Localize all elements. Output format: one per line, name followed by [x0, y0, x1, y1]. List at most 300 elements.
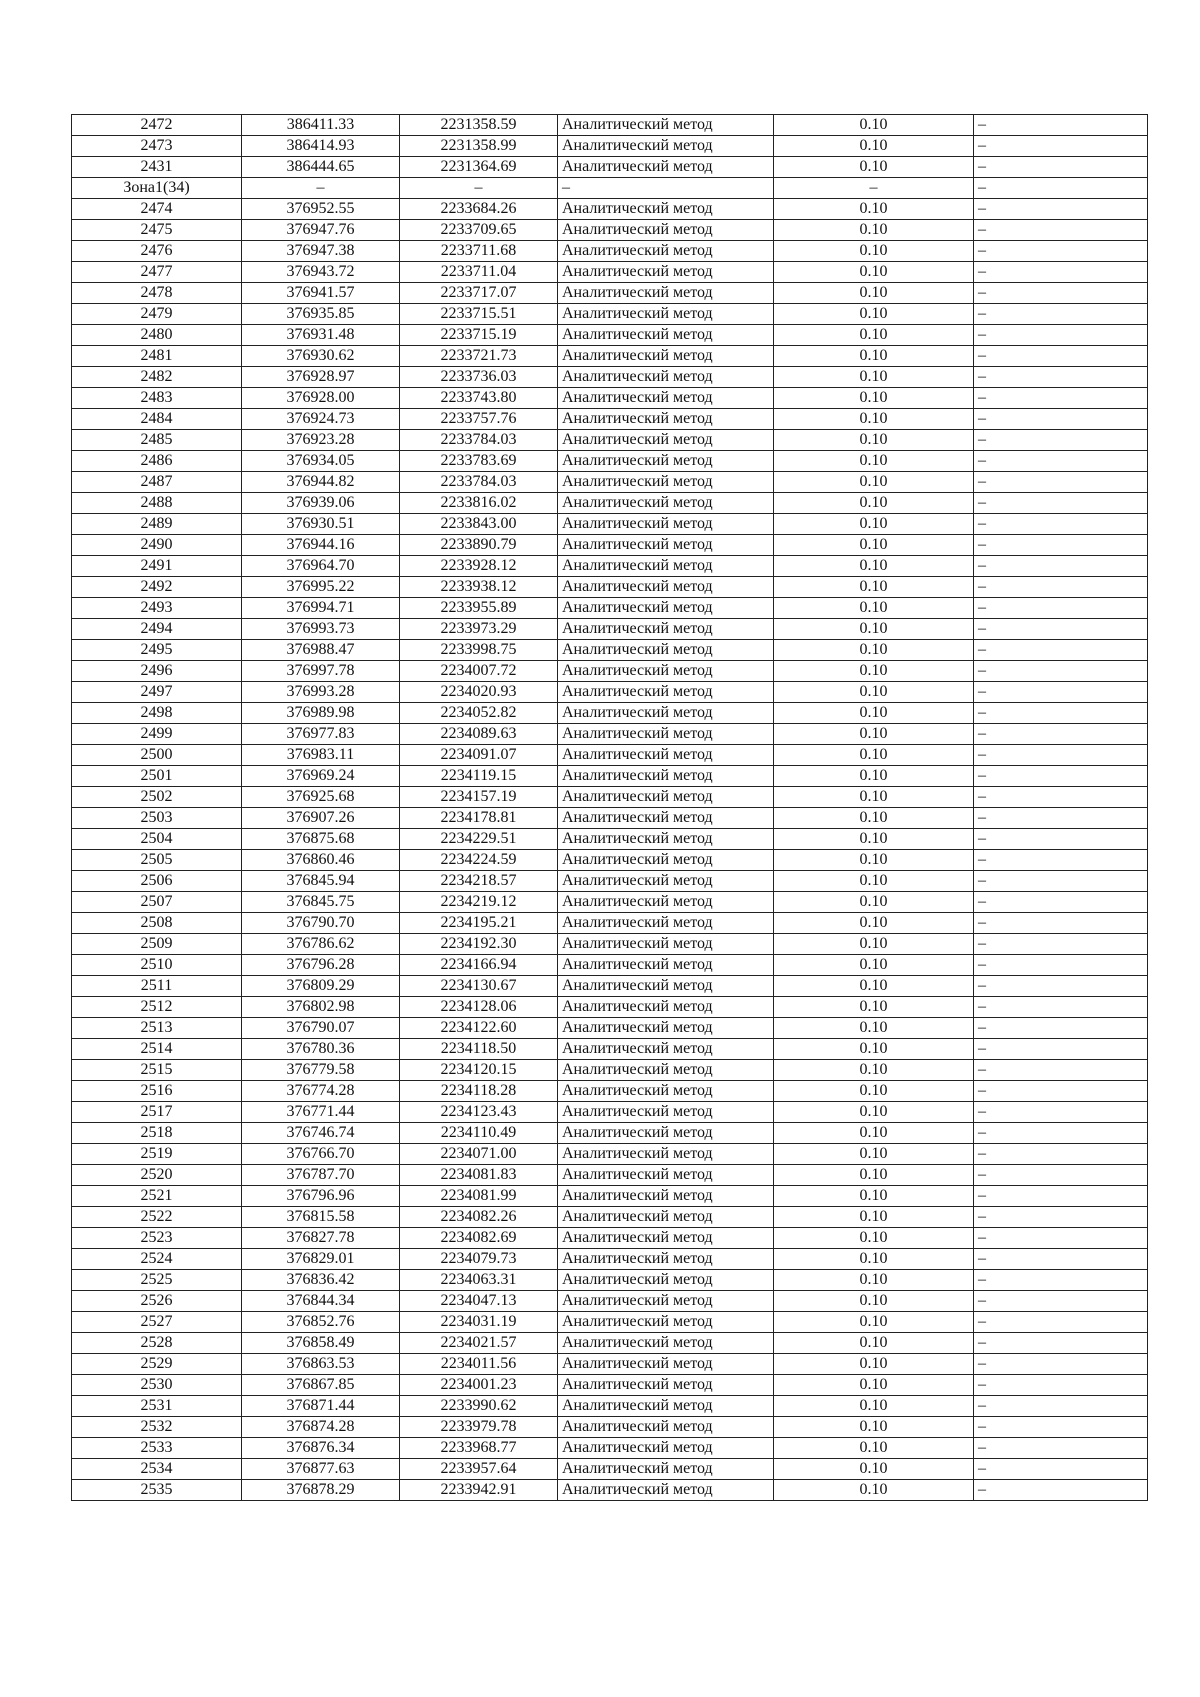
table-row [72, 976, 1148, 997]
point-number-cell: Зона1(34) [72, 178, 242, 199]
y-coordinate-cell: 2234123.43 [400, 1102, 558, 1123]
description-cell: – [974, 388, 1148, 409]
description-cell: – [974, 1102, 1148, 1123]
accuracy-cell: 0.10 [774, 1018, 974, 1039]
y-coordinate-cell: 2234081.83 [400, 1165, 558, 1186]
x-coordinate-cell: 376994.71 [242, 598, 400, 619]
point-number-cell: 2521 [72, 1186, 242, 1207]
accuracy-cell: 0.10 [774, 283, 974, 304]
method-cell: Аналитический метод [558, 115, 774, 136]
method-cell: Аналитический метод [558, 1333, 774, 1354]
accuracy-cell: 0.10 [774, 1480, 974, 1501]
accuracy-cell: 0.10 [774, 745, 974, 766]
y-coordinate-cell: 2234091.07 [400, 745, 558, 766]
table-row [72, 1123, 1148, 1144]
y-coordinate-cell: 2233715.19 [400, 325, 558, 346]
accuracy-cell: 0.10 [774, 1459, 974, 1480]
description-cell: – [974, 241, 1148, 262]
method-cell: Аналитический метод [558, 808, 774, 829]
accuracy-cell: 0.10 [774, 598, 974, 619]
table-row [72, 1333, 1148, 1354]
accuracy-cell: 0.10 [774, 871, 974, 892]
method-cell: Аналитический метод [558, 535, 774, 556]
method-cell: Аналитический метод [558, 724, 774, 745]
description-cell: – [974, 598, 1148, 619]
accuracy-cell: 0.10 [774, 472, 974, 493]
point-number-cell: 2484 [72, 409, 242, 430]
accuracy-cell: 0.10 [774, 409, 974, 430]
y-coordinate-cell: 2234118.28 [400, 1081, 558, 1102]
method-cell: Аналитический метод [558, 955, 774, 976]
method-cell: Аналитический метод [558, 640, 774, 661]
y-coordinate-cell: 2233955.89 [400, 598, 558, 619]
y-coordinate-cell: 2233998.75 [400, 640, 558, 661]
point-number-cell: 2494 [72, 619, 242, 640]
accuracy-cell: 0.10 [774, 1249, 974, 1270]
x-coordinate-cell: 376995.22 [242, 577, 400, 598]
description-cell: – [974, 829, 1148, 850]
method-cell: Аналитический метод [558, 199, 774, 220]
description-cell: – [974, 1396, 1148, 1417]
accuracy-cell: 0.10 [774, 1060, 974, 1081]
description-cell: – [974, 997, 1148, 1018]
accuracy-cell: 0.10 [774, 766, 974, 787]
x-coordinate-cell: 376944.16 [242, 535, 400, 556]
accuracy-cell: 0.10 [774, 451, 974, 472]
method-cell: Аналитический метод [558, 1186, 774, 1207]
x-coordinate-cell: 376947.76 [242, 220, 400, 241]
point-number-cell: 2523 [72, 1228, 242, 1249]
y-coordinate-cell: 2234178.81 [400, 808, 558, 829]
point-number-cell: 2480 [72, 325, 242, 346]
x-coordinate-cell: 376993.28 [242, 682, 400, 703]
table-row [72, 367, 1148, 388]
x-coordinate-cell: 376931.48 [242, 325, 400, 346]
method-cell: Аналитический метод [558, 997, 774, 1018]
method-cell: Аналитический метод [558, 1438, 774, 1459]
x-coordinate-cell: 376875.68 [242, 829, 400, 850]
accuracy-cell: 0.10 [774, 787, 974, 808]
method-cell: Аналитический метод [558, 157, 774, 178]
description-cell: – [974, 514, 1148, 535]
x-coordinate-cell: 376876.34 [242, 1438, 400, 1459]
description-cell: – [974, 766, 1148, 787]
method-cell: Аналитический метод [558, 598, 774, 619]
accuracy-cell: 0.10 [774, 892, 974, 913]
point-number-cell: 2527 [72, 1312, 242, 1333]
y-coordinate-cell: 2234052.82 [400, 703, 558, 724]
table-row [72, 430, 1148, 451]
point-number-cell: 2495 [72, 640, 242, 661]
x-coordinate-cell: 376988.47 [242, 640, 400, 661]
point-number-cell: 2529 [72, 1354, 242, 1375]
table-row [72, 1081, 1148, 1102]
accuracy-cell: 0.10 [774, 430, 974, 451]
accuracy-cell: 0.10 [774, 829, 974, 850]
point-number-cell: 2534 [72, 1459, 242, 1480]
point-number-cell: 2525 [72, 1270, 242, 1291]
x-coordinate-cell: 376907.26 [242, 808, 400, 829]
table-row [72, 619, 1148, 640]
description-cell: – [974, 1291, 1148, 1312]
accuracy-cell: 0.10 [774, 640, 974, 661]
x-coordinate-cell: 376867.85 [242, 1375, 400, 1396]
x-coordinate-cell: 376947.38 [242, 241, 400, 262]
point-number-cell: 2486 [72, 451, 242, 472]
method-cell: Аналитический метод [558, 325, 774, 346]
x-coordinate-cell: 376928.00 [242, 388, 400, 409]
table-row [72, 787, 1148, 808]
point-number-cell: 2481 [72, 346, 242, 367]
table-row [72, 955, 1148, 976]
y-coordinate-cell: 2234079.73 [400, 1249, 558, 1270]
description-cell: – [974, 1480, 1148, 1501]
x-coordinate-cell: 386444.65 [242, 157, 400, 178]
table-row [72, 1207, 1148, 1228]
point-number-cell: 2475 [72, 220, 242, 241]
description-cell: – [974, 1417, 1148, 1438]
table-row [72, 934, 1148, 955]
description-cell: – [974, 892, 1148, 913]
table-row [72, 556, 1148, 577]
point-number-cell: 2473 [72, 136, 242, 157]
accuracy-cell: 0.10 [774, 955, 974, 976]
y-coordinate-cell: 2234020.93 [400, 682, 558, 703]
table-row [72, 1060, 1148, 1081]
table-row [72, 703, 1148, 724]
table-row [72, 892, 1148, 913]
x-coordinate-cell: 376780.36 [242, 1039, 400, 1060]
accuracy-cell: 0.10 [774, 1144, 974, 1165]
accuracy-cell: – [774, 178, 974, 199]
method-cell: Аналитический метод [558, 745, 774, 766]
table-row [72, 1438, 1148, 1459]
accuracy-cell: 0.10 [774, 724, 974, 745]
table-row [72, 1144, 1148, 1165]
accuracy-cell: 0.10 [774, 703, 974, 724]
y-coordinate-cell: 2233990.62 [400, 1396, 558, 1417]
x-coordinate-cell: 376852.76 [242, 1312, 400, 1333]
table-row [72, 178, 1148, 199]
method-cell: Аналитический метод [558, 934, 774, 955]
point-number-cell: 2496 [72, 661, 242, 682]
accuracy-cell: 0.10 [774, 346, 974, 367]
accuracy-cell: 0.10 [774, 661, 974, 682]
point-number-cell: 2498 [72, 703, 242, 724]
description-cell: – [974, 976, 1148, 997]
table-row [72, 325, 1148, 346]
x-coordinate-cell: 376944.82 [242, 472, 400, 493]
y-coordinate-cell: 2234128.06 [400, 997, 558, 1018]
method-cell: – [558, 178, 774, 199]
x-coordinate-cell: 376786.62 [242, 934, 400, 955]
table-row [72, 157, 1148, 178]
table-row [72, 661, 1148, 682]
point-number-cell: 2526 [72, 1291, 242, 1312]
point-number-cell: 2509 [72, 934, 242, 955]
description-cell: – [974, 577, 1148, 598]
method-cell: Аналитический метод [558, 913, 774, 934]
accuracy-cell: 0.10 [774, 535, 974, 556]
y-coordinate-cell: 2234011.56 [400, 1354, 558, 1375]
x-coordinate-cell: 376774.28 [242, 1081, 400, 1102]
method-cell: Аналитический метод [558, 1291, 774, 1312]
description-cell: – [974, 1312, 1148, 1333]
description-cell: – [974, 535, 1148, 556]
table-row [72, 1291, 1148, 1312]
description-cell: – [974, 619, 1148, 640]
description-cell: – [974, 136, 1148, 157]
method-cell: Аналитический метод [558, 388, 774, 409]
point-number-cell: 2530 [72, 1375, 242, 1396]
method-cell: Аналитический метод [558, 556, 774, 577]
point-number-cell: 2533 [72, 1438, 242, 1459]
accuracy-cell: 0.10 [774, 577, 974, 598]
description-cell: – [974, 157, 1148, 178]
accuracy-cell: 0.10 [774, 241, 974, 262]
x-coordinate-cell: 376925.68 [242, 787, 400, 808]
method-cell: Аналитический метод [558, 220, 774, 241]
method-cell: Аналитический метод [558, 1396, 774, 1417]
x-coordinate-cell: 376796.28 [242, 955, 400, 976]
method-cell: Аналитический метод [558, 1060, 774, 1081]
table-row [72, 535, 1148, 556]
x-coordinate-cell: 376766.70 [242, 1144, 400, 1165]
y-coordinate-cell: 2233784.03 [400, 472, 558, 493]
description-cell: – [974, 1081, 1148, 1102]
accuracy-cell: 0.10 [774, 199, 974, 220]
description-cell: – [974, 1354, 1148, 1375]
x-coordinate-cell: 376858.49 [242, 1333, 400, 1354]
x-coordinate-cell: 376860.46 [242, 850, 400, 871]
y-coordinate-cell: 2234082.69 [400, 1228, 558, 1249]
y-coordinate-cell: 2234001.23 [400, 1375, 558, 1396]
x-coordinate-cell: 376989.98 [242, 703, 400, 724]
table-row [72, 283, 1148, 304]
accuracy-cell: 0.10 [774, 1417, 974, 1438]
table-row [72, 598, 1148, 619]
table-row [72, 1165, 1148, 1186]
y-coordinate-cell: 2234218.57 [400, 871, 558, 892]
table-row [72, 682, 1148, 703]
method-cell: Аналитический метод [558, 1249, 774, 1270]
table-row [72, 472, 1148, 493]
y-coordinate-cell: 2234021.57 [400, 1333, 558, 1354]
method-cell: Аналитический метод [558, 1102, 774, 1123]
method-cell: Аналитический метод [558, 1123, 774, 1144]
table-row [72, 1312, 1148, 1333]
point-number-cell: 2502 [72, 787, 242, 808]
method-cell: Аналитический метод [558, 1417, 774, 1438]
point-number-cell: 2511 [72, 976, 242, 997]
point-number-cell: 2503 [72, 808, 242, 829]
y-coordinate-cell: 2233957.64 [400, 1459, 558, 1480]
point-number-cell: 2508 [72, 913, 242, 934]
x-coordinate-cell: 376874.28 [242, 1417, 400, 1438]
y-coordinate-cell: 2234007.72 [400, 661, 558, 682]
method-cell: Аналитический метод [558, 766, 774, 787]
table-row [72, 1459, 1148, 1480]
accuracy-cell: 0.10 [774, 493, 974, 514]
point-number-cell: 2532 [72, 1417, 242, 1438]
description-cell: – [974, 661, 1148, 682]
description-cell: – [974, 1165, 1148, 1186]
y-coordinate-cell: 2234219.12 [400, 892, 558, 913]
x-coordinate-cell: 376935.85 [242, 304, 400, 325]
accuracy-cell: 0.10 [774, 1312, 974, 1333]
accuracy-cell: 0.10 [774, 325, 974, 346]
table-row [72, 199, 1148, 220]
description-cell: – [974, 367, 1148, 388]
x-coordinate-cell: 376939.06 [242, 493, 400, 514]
description-cell: – [974, 1039, 1148, 1060]
table-row [72, 577, 1148, 598]
x-coordinate-cell: 376871.44 [242, 1396, 400, 1417]
table-row [72, 115, 1148, 136]
method-cell: Аналитический метод [558, 619, 774, 640]
accuracy-cell: 0.10 [774, 976, 974, 997]
accuracy-cell: 0.10 [774, 1228, 974, 1249]
description-cell: – [974, 346, 1148, 367]
point-number-cell: 2516 [72, 1081, 242, 1102]
method-cell: Аналитический метод [558, 262, 774, 283]
accuracy-cell: 0.10 [774, 1354, 974, 1375]
method-cell: Аналитический метод [558, 1228, 774, 1249]
y-coordinate-cell: 2234118.50 [400, 1039, 558, 1060]
method-cell: Аналитический метод [558, 1039, 774, 1060]
table-row [72, 1018, 1148, 1039]
point-number-cell: 2472 [72, 115, 242, 136]
y-coordinate-cell: 2231364.69 [400, 157, 558, 178]
accuracy-cell: 0.10 [774, 367, 974, 388]
x-coordinate-cell: 376790.07 [242, 1018, 400, 1039]
description-cell: – [974, 472, 1148, 493]
x-coordinate-cell: 376877.63 [242, 1459, 400, 1480]
y-coordinate-cell: 2231358.59 [400, 115, 558, 136]
accuracy-cell: 0.10 [774, 514, 974, 535]
y-coordinate-cell: 2233784.03 [400, 430, 558, 451]
accuracy-cell: 0.10 [774, 1291, 974, 1312]
point-number-cell: 2512 [72, 997, 242, 1018]
point-number-cell: 2485 [72, 430, 242, 451]
description-cell: – [974, 199, 1148, 220]
x-coordinate-cell: 376928.97 [242, 367, 400, 388]
table-row [72, 1480, 1148, 1501]
x-coordinate-cell: 376790.70 [242, 913, 400, 934]
point-number-cell: 2528 [72, 1333, 242, 1354]
y-coordinate-cell: 2234120.15 [400, 1060, 558, 1081]
table-row [72, 493, 1148, 514]
description-cell: – [974, 325, 1148, 346]
method-cell: Аналитический метод [558, 976, 774, 997]
table-row [72, 304, 1148, 325]
x-coordinate-cell: 376836.42 [242, 1270, 400, 1291]
table-row [72, 745, 1148, 766]
table-row [72, 871, 1148, 892]
accuracy-cell: 0.10 [774, 1375, 974, 1396]
method-cell: Аналитический метод [558, 1480, 774, 1501]
method-cell: Аналитический метод [558, 241, 774, 262]
y-coordinate-cell: 2233973.29 [400, 619, 558, 640]
table-row [72, 409, 1148, 430]
y-coordinate-cell: 2233721.73 [400, 346, 558, 367]
table-row [72, 829, 1148, 850]
y-coordinate-cell: 2234166.94 [400, 955, 558, 976]
point-number-cell: 2505 [72, 850, 242, 871]
accuracy-cell: 0.10 [774, 220, 974, 241]
accuracy-cell: 0.10 [774, 1039, 974, 1060]
description-cell: – [974, 304, 1148, 325]
description-cell: – [974, 262, 1148, 283]
description-cell: – [974, 178, 1148, 199]
accuracy-cell: 0.10 [774, 1333, 974, 1354]
method-cell: Аналитический метод [558, 1018, 774, 1039]
method-cell: Аналитический метод [558, 409, 774, 430]
point-number-cell: 2514 [72, 1039, 242, 1060]
table-row [72, 997, 1148, 1018]
description-cell: – [974, 1144, 1148, 1165]
point-number-cell: 2476 [72, 241, 242, 262]
description-cell: – [974, 745, 1148, 766]
accuracy-cell: 0.10 [774, 913, 974, 934]
x-coordinate-cell: 376969.24 [242, 766, 400, 787]
y-coordinate-cell: 2233942.91 [400, 1480, 558, 1501]
x-coordinate-cell: 376878.29 [242, 1480, 400, 1501]
x-coordinate-cell: 376809.29 [242, 976, 400, 997]
method-cell: Аналитический метод [558, 472, 774, 493]
table-row [72, 262, 1148, 283]
y-coordinate-cell: 2234081.99 [400, 1186, 558, 1207]
point-number-cell: 2504 [72, 829, 242, 850]
y-coordinate-cell: 2233938.12 [400, 577, 558, 598]
table-row [72, 136, 1148, 157]
y-coordinate-cell: 2233711.68 [400, 241, 558, 262]
x-coordinate-cell: 376787.70 [242, 1165, 400, 1186]
y-coordinate-cell: 2234195.21 [400, 913, 558, 934]
accuracy-cell: 0.10 [774, 157, 974, 178]
accuracy-cell: 0.10 [774, 304, 974, 325]
y-coordinate-cell: 2231358.99 [400, 136, 558, 157]
description-cell: – [974, 1375, 1148, 1396]
y-coordinate-cell: 2233979.78 [400, 1417, 558, 1438]
point-number-cell: 2500 [72, 745, 242, 766]
y-coordinate-cell: 2234119.15 [400, 766, 558, 787]
point-number-cell: 2477 [72, 262, 242, 283]
table-row [72, 388, 1148, 409]
table-row [72, 451, 1148, 472]
y-coordinate-cell: 2234089.63 [400, 724, 558, 745]
x-coordinate-cell: 376930.51 [242, 514, 400, 535]
x-coordinate-cell: – [242, 178, 400, 199]
description-cell: – [974, 1186, 1148, 1207]
method-cell: Аналитический метод [558, 1144, 774, 1165]
accuracy-cell: 0.10 [774, 1123, 974, 1144]
y-coordinate-cell: 2233711.04 [400, 262, 558, 283]
point-number-cell: 2518 [72, 1123, 242, 1144]
x-coordinate-cell: 376844.34 [242, 1291, 400, 1312]
point-number-cell: 2501 [72, 766, 242, 787]
x-coordinate-cell: 376924.73 [242, 409, 400, 430]
x-coordinate-cell: 386411.33 [242, 115, 400, 136]
point-number-cell: 2492 [72, 577, 242, 598]
y-coordinate-cell: 2233757.76 [400, 409, 558, 430]
point-number-cell: 2517 [72, 1102, 242, 1123]
x-coordinate-cell: 376930.62 [242, 346, 400, 367]
table-row [72, 1396, 1148, 1417]
description-cell: – [974, 682, 1148, 703]
accuracy-cell: 0.10 [774, 1438, 974, 1459]
x-coordinate-cell: 376964.70 [242, 556, 400, 577]
